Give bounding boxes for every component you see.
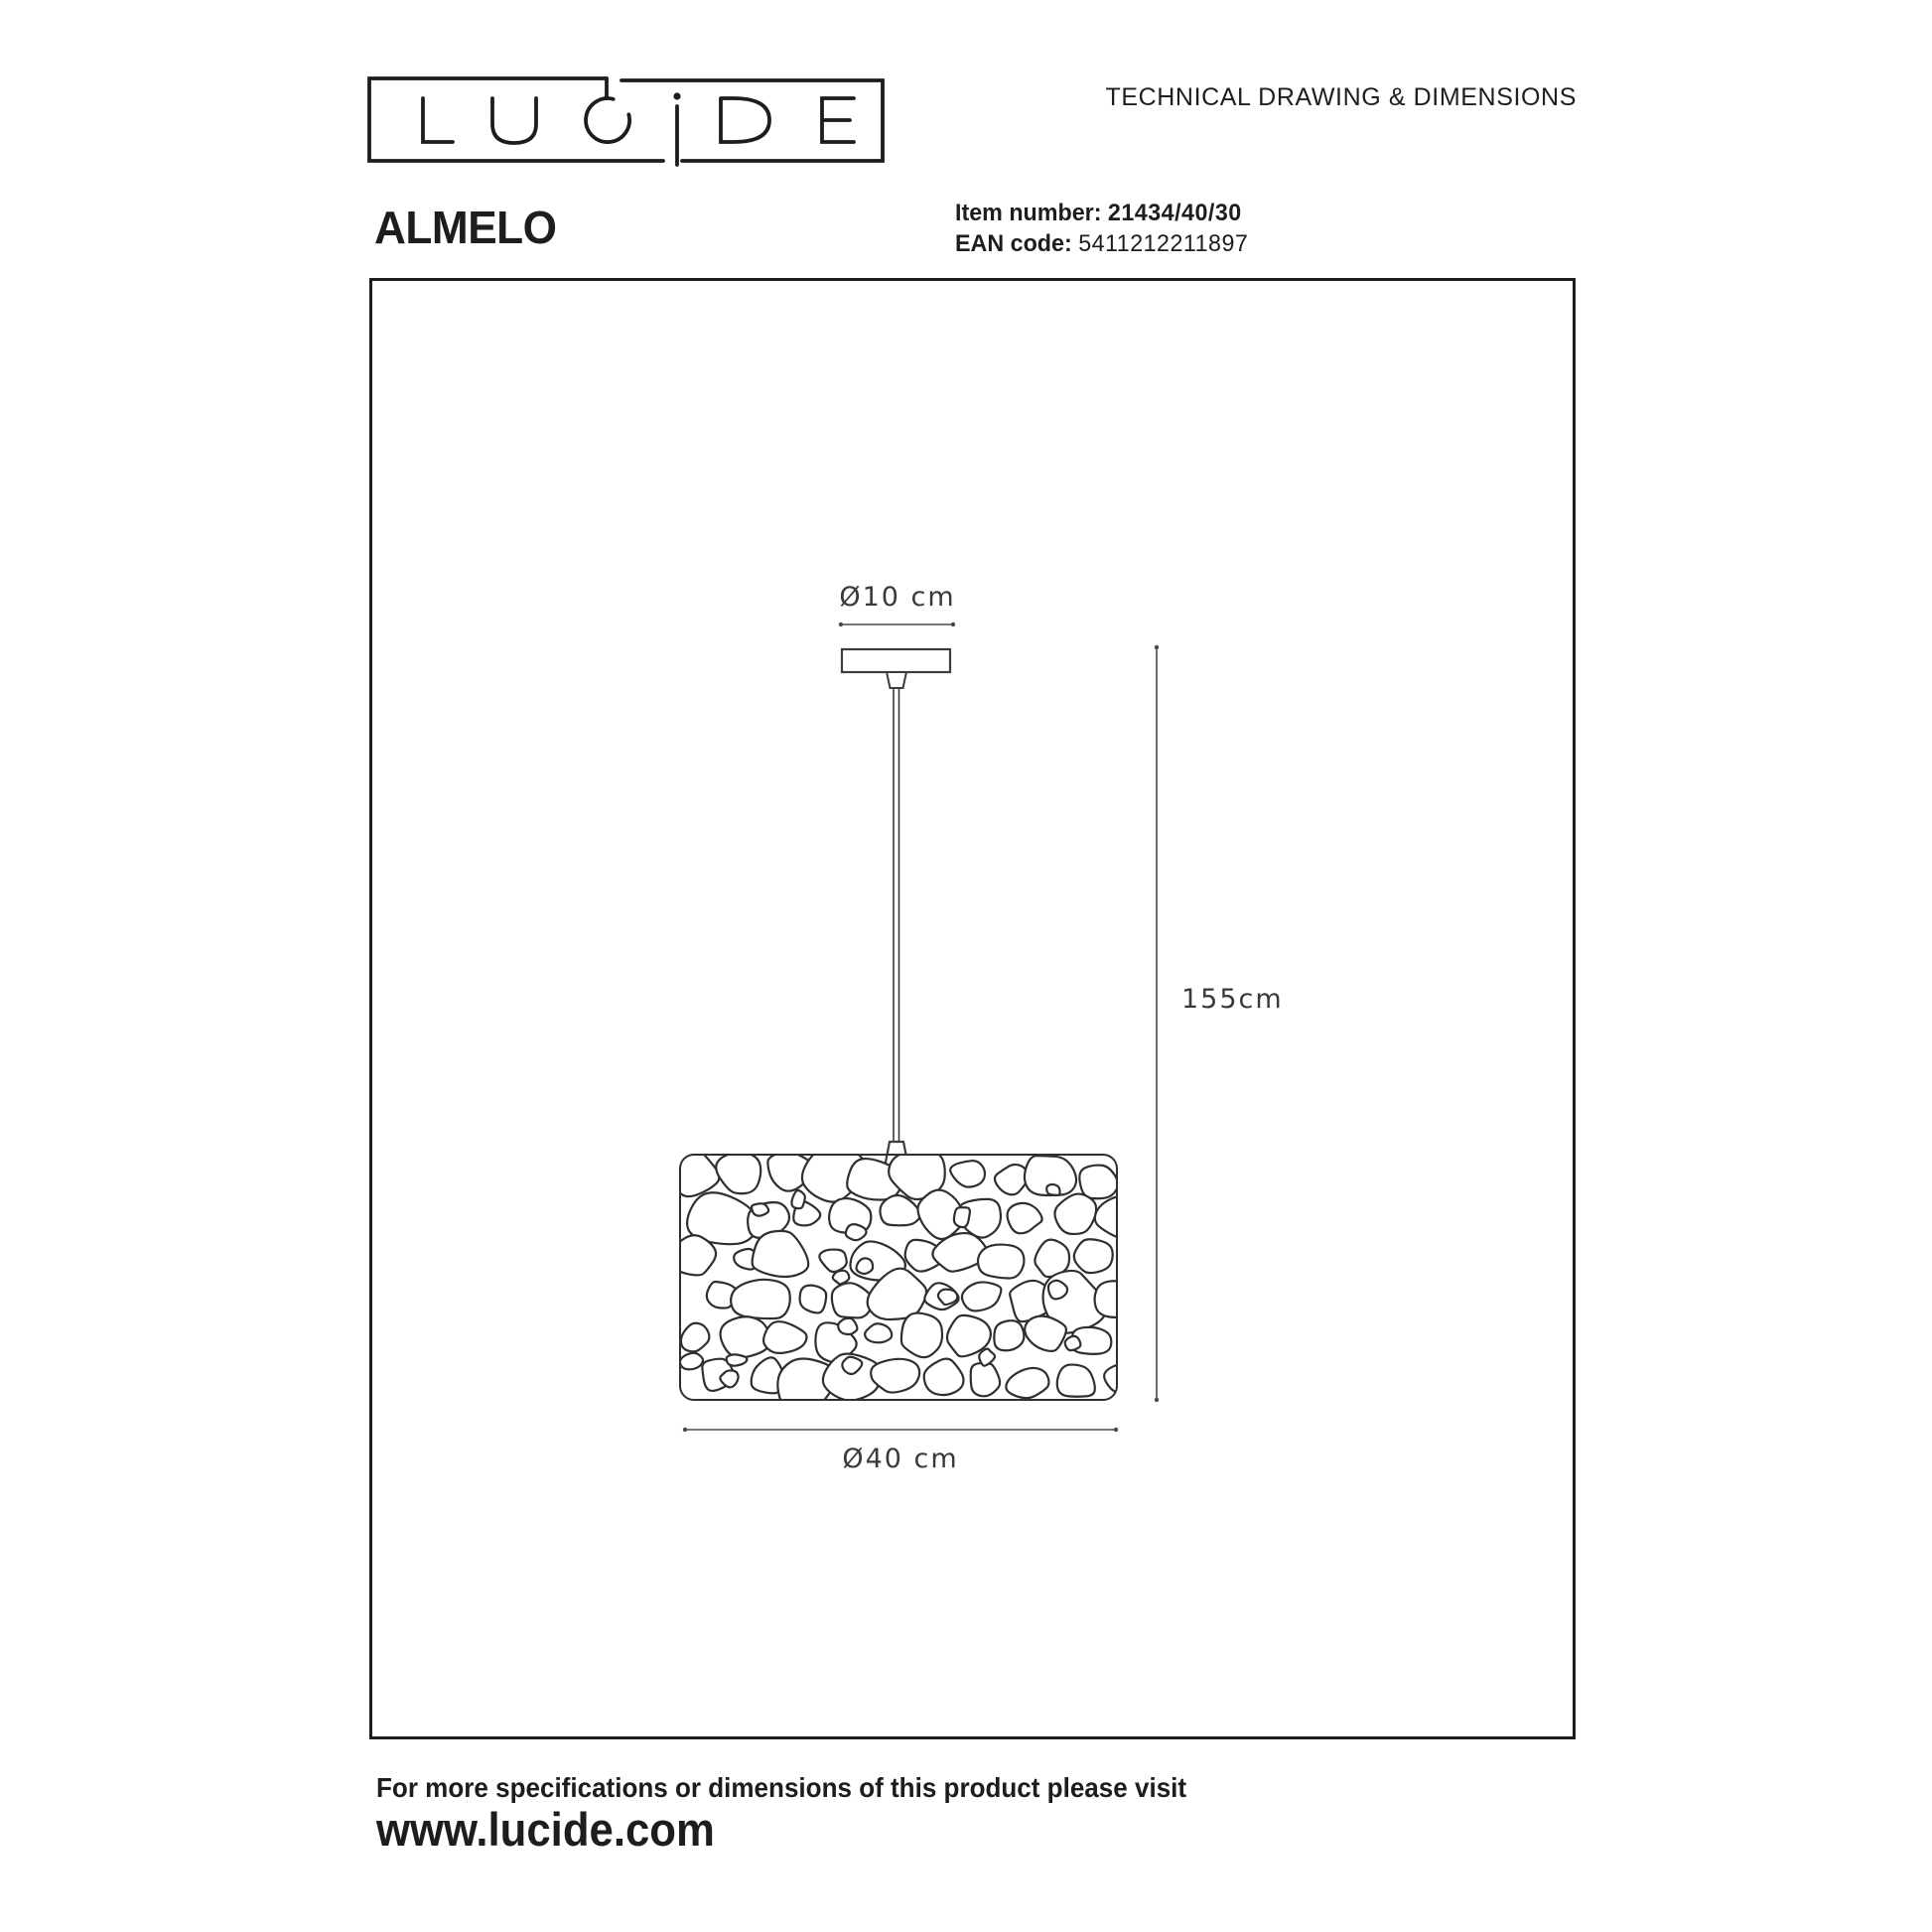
canopy-strain-relief bbox=[887, 672, 906, 688]
ean-row bbox=[955, 228, 1248, 259]
pebble bbox=[1054, 1194, 1096, 1234]
pebble bbox=[1048, 1281, 1067, 1300]
pebble bbox=[668, 1150, 719, 1196]
logo-letter-i-dot bbox=[673, 92, 680, 99]
lucide-logo bbox=[369, 78, 883, 165]
pebble bbox=[753, 1231, 809, 1277]
item-number-row bbox=[955, 198, 1248, 228]
pebble bbox=[995, 1165, 1028, 1194]
pebble bbox=[1046, 1184, 1059, 1195]
pendant-height-label: 155cm bbox=[1181, 984, 1284, 1015]
pebble bbox=[1095, 1281, 1147, 1317]
dim-endpoint bbox=[1114, 1428, 1118, 1432]
pebble bbox=[1025, 1316, 1066, 1351]
pebble bbox=[681, 1323, 709, 1352]
dim-endpoint bbox=[839, 622, 843, 626]
pebble bbox=[791, 1190, 804, 1208]
dim-endpoint bbox=[1155, 645, 1159, 649]
pebble bbox=[716, 1153, 760, 1193]
pebble bbox=[752, 1203, 768, 1215]
logo-letter-c bbox=[586, 98, 629, 142]
logo-letter-d bbox=[721, 98, 769, 142]
logo-letter-u bbox=[492, 98, 536, 143]
pebble bbox=[979, 1349, 995, 1366]
pebble bbox=[924, 1359, 964, 1395]
pebble bbox=[950, 1161, 985, 1186]
pebble bbox=[838, 1318, 857, 1334]
footer-note: For more specifications or dimensions of this product please visit bbox=[376, 1772, 1187, 1803]
pebble bbox=[1008, 1203, 1042, 1233]
dim-endpoint bbox=[1155, 1398, 1159, 1402]
product-name: ALMELO bbox=[374, 202, 557, 253]
pebble bbox=[721, 1316, 770, 1357]
pebble bbox=[727, 1354, 748, 1365]
pebble bbox=[901, 1313, 942, 1358]
pebble bbox=[1006, 1368, 1048, 1398]
pebble bbox=[833, 1271, 849, 1285]
pebble bbox=[819, 1250, 846, 1272]
pebble bbox=[994, 1320, 1024, 1350]
footer-website: www.lucide.com bbox=[376, 1803, 715, 1856]
pebble bbox=[962, 1282, 1001, 1311]
pebble bbox=[1095, 1196, 1143, 1238]
pebble bbox=[1104, 1364, 1135, 1392]
pebble bbox=[954, 1207, 970, 1227]
shade-pebble-pattern bbox=[668, 1146, 1146, 1411]
pebble bbox=[846, 1224, 867, 1240]
pebble bbox=[1057, 1365, 1095, 1397]
canopy-diameter-label: Ø10 cm bbox=[839, 582, 956, 613]
shade-diameter-label: Ø40 cm bbox=[842, 1444, 959, 1474]
dim-endpoint bbox=[683, 1428, 687, 1432]
product-identifiers bbox=[955, 198, 1248, 259]
pebble bbox=[731, 1280, 790, 1318]
pebble bbox=[680, 1353, 703, 1370]
pebble bbox=[971, 1363, 1000, 1396]
item-number-label: Item number: bbox=[955, 200, 1102, 226]
ceiling-canopy bbox=[842, 649, 950, 672]
pebble bbox=[800, 1286, 827, 1313]
pebble bbox=[865, 1323, 892, 1342]
dim-endpoint bbox=[951, 622, 955, 626]
item-number-value: 21434/40/30 bbox=[1107, 200, 1242, 226]
pebble bbox=[1079, 1166, 1118, 1199]
pebble bbox=[1065, 1336, 1081, 1350]
drawing-frame bbox=[371, 280, 1575, 1738]
pebble bbox=[763, 1321, 806, 1353]
logo-letter-l bbox=[423, 98, 453, 142]
pendant-technical-drawing bbox=[668, 582, 1283, 1474]
ean-value: 5411212211897 bbox=[1078, 230, 1249, 257]
pebble bbox=[978, 1245, 1024, 1279]
logo-letter-e bbox=[822, 98, 854, 142]
logo-frame-left bbox=[369, 78, 663, 161]
sheet-title: TECHNICAL DRAWING & DIMENSIONS bbox=[1105, 83, 1577, 111]
ean-label: EAN code: bbox=[955, 230, 1072, 257]
pebble bbox=[938, 1290, 957, 1305]
pebble bbox=[1074, 1239, 1113, 1273]
pebble bbox=[857, 1258, 874, 1274]
